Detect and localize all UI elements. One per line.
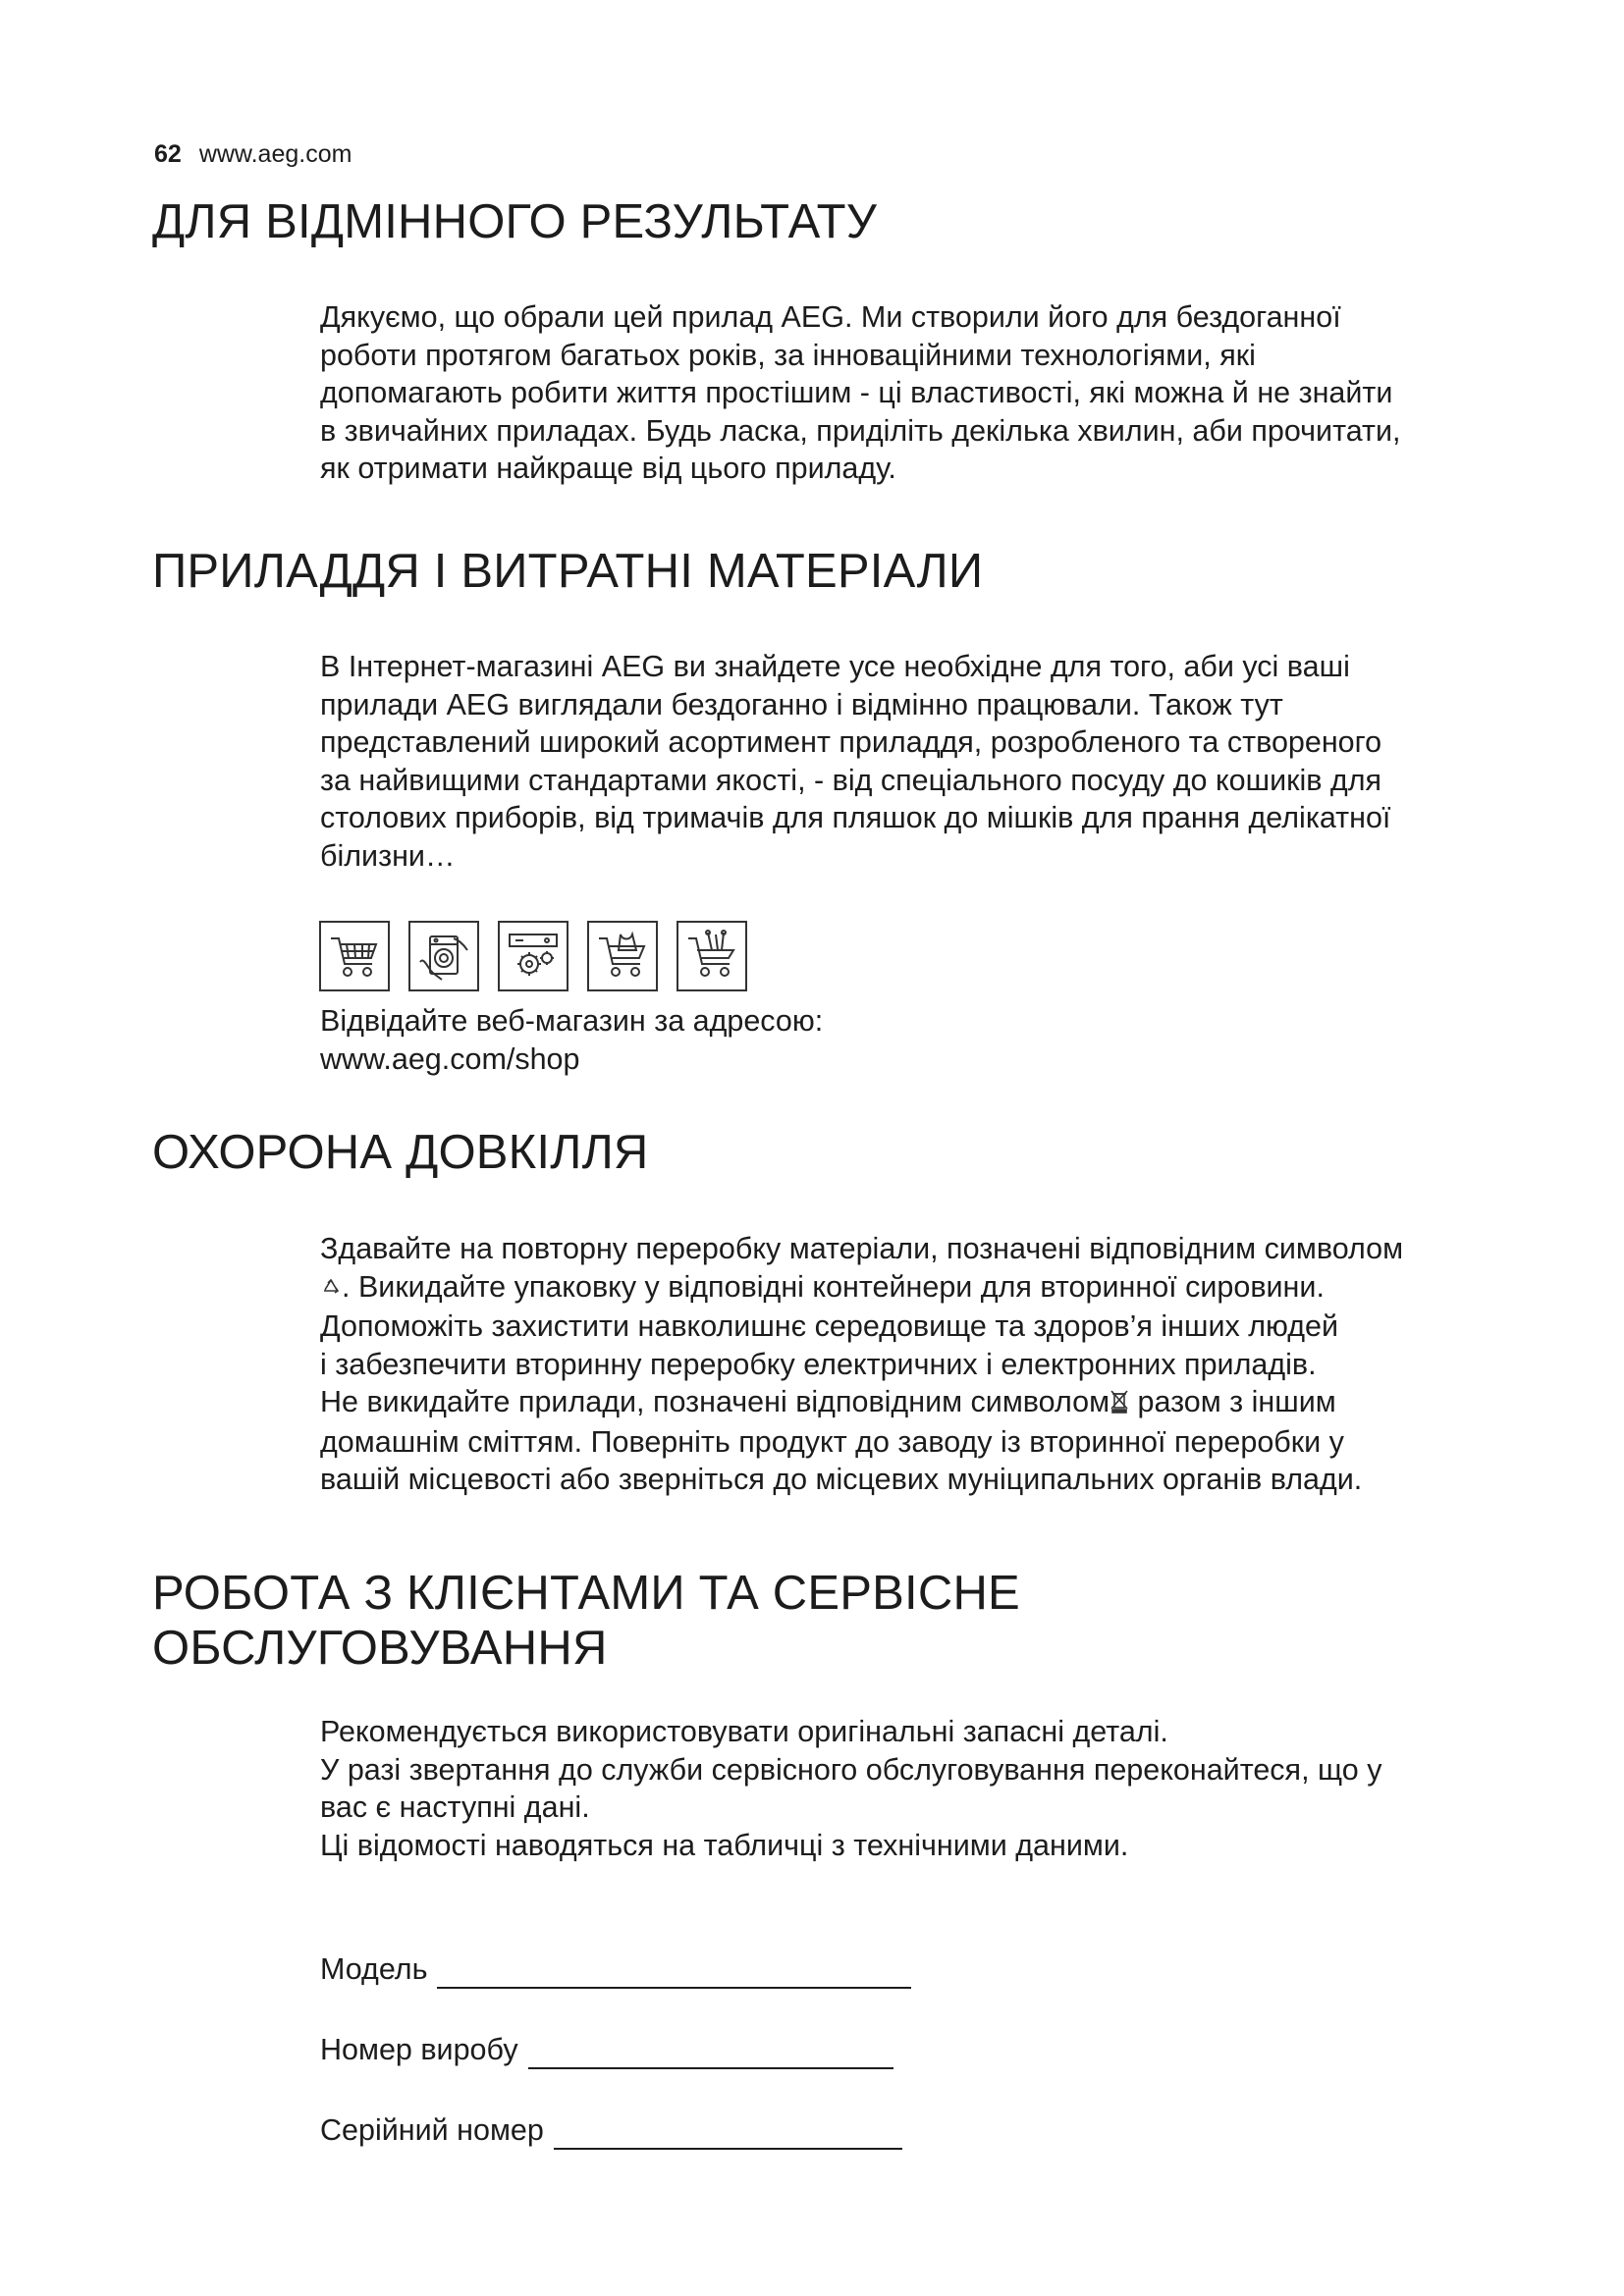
paragraph-line: як отримати найкраще від цього приладу. — [320, 452, 896, 485]
gear-appliance-icon — [498, 921, 568, 991]
recycle-symbol-icon — [320, 1270, 342, 1308]
paragraph-line: допомагають робити життя простішим - ці властивості, які можна й не знайти — [320, 376, 1393, 409]
crossed-bin-icon — [1110, 1385, 1129, 1423]
paragraph-line: Рекомендується використовувати оригінальні запасні деталі. — [320, 1715, 1168, 1748]
page-number: 62 — [154, 140, 182, 168]
shop-visit-label: Відвідайте веб-магазин за адресою: — [320, 1004, 824, 1038]
accessories-paragraph — [320, 648, 1528, 875]
section-title-excellent-results: ДЛЯ ВІДМІННОГО РЕЗУЛЬТАТУ — [152, 195, 878, 248]
serial-number-field[interactable] — [320, 2110, 902, 2150]
model-field[interactable] — [320, 1949, 911, 1989]
paragraph-line: Допоможіть захистити навколишнє середовище та здоров’я інших людей — [320, 1309, 1339, 1343]
site-url[interactable]: www.aeg.com — [198, 140, 352, 168]
paragraph-line: Ці відомості наводяться на табличці з технічними даними. — [320, 1828, 1129, 1862]
serial-number-blank-line[interactable] — [554, 2120, 902, 2150]
paragraph-line: Не викидайте прилади, позначені відповідним символом разом з іншим — [320, 1383, 1528, 1423]
paragraph-line: домашнім сміттям. Поверніть продукт до заводу із вторинної переробки у — [320, 1424, 1344, 1459]
shop-icons-row — [319, 921, 747, 991]
product-number-blank-line[interactable] — [528, 2040, 893, 2069]
environment-paragraph — [320, 1230, 1528, 1499]
page-header — [154, 140, 352, 169]
paragraph-line: представлений широкий асортимент приладдя, розробленого та створеного — [320, 725, 1382, 759]
paragraph-line: роботи протягом багатьох років, за інноваційними технологіями, які — [320, 338, 1256, 372]
section-title-environment: ОХОРОНА ДОВКІЛЛЯ — [152, 1126, 649, 1179]
product-number-field[interactable] — [320, 2030, 893, 2069]
paragraph-line: за найвищими стандартами якості, - від спеціального посуду до кошиків для — [320, 763, 1382, 797]
section-title-accessories: ПРИЛАДДЯ І ВИТРАТНІ МАТЕРІАЛИ — [152, 545, 984, 598]
paragraph-line: столових приборів, від тримачів для пляшок до мішків для прання делікатної — [320, 801, 1391, 834]
paragraph-line: вашій місцевості або зверніться до місцевих муніципальних органів влади. — [320, 1463, 1363, 1496]
section-title-line: РОБОТА З КЛІЄНТАМИ ТА СЕРВІСНЕ — [152, 1567, 1020, 1620]
paragraph-line: білизни… — [320, 838, 456, 873]
cart-with-bag-icon — [587, 921, 658, 991]
paragraph-line: вас є наступні дані. — [320, 1790, 590, 1824]
service-paragraph — [320, 1713, 1528, 1864]
paragraph-line: В Інтернет-магазині AEG ви знайдете усе необхідне для того, аби усі ваші — [320, 650, 1350, 683]
shop-visit-text — [320, 1002, 1528, 1078]
section-title-line: ОБСЛУГОВУВАННЯ — [152, 1622, 608, 1675]
cart-with-tools-icon — [677, 921, 747, 991]
model-label: Модель — [320, 1952, 428, 1986]
paragraph-line: прилади AEG виглядали бездоганно і відмінно працювали. Також тут — [320, 687, 1283, 721]
section-title-customer-service — [152, 1566, 1020, 1676]
washing-machine-hands-icon — [408, 921, 479, 991]
paragraph-line: Дякуємо, що обрали цей прилад AEG. Ми створили його для бездоганної — [320, 300, 1341, 334]
serial-number-label: Серійний номер — [320, 2113, 544, 2147]
paragraph-line: і забезпечити вторинну переробку електричних і електронних приладів. — [320, 1347, 1317, 1381]
paragraph-line: в звичайних приладах. Будь ласка, приділіть декілька хвилин, аби прочитати, — [320, 413, 1401, 448]
shopping-cart-icon — [319, 921, 390, 991]
paragraph-line: У разі звертання до служби сервісного обслуговування переконайтеся, що у — [320, 1752, 1382, 1787]
paragraph-line: . Викидайте упаковку у відповідні контейнери для вторинної сировини. — [320, 1268, 1528, 1308]
product-number-label: Номер виробу — [320, 2033, 518, 2066]
shop-url-link[interactable]: www.aeg.com/shop — [320, 1041, 580, 1076]
paragraph-line: Здавайте на повторну переробку матеріали, позначені відповідним символом — [320, 1232, 1404, 1265]
model-blank-line[interactable] — [437, 1959, 911, 1989]
intro-paragraph — [320, 298, 1528, 488]
